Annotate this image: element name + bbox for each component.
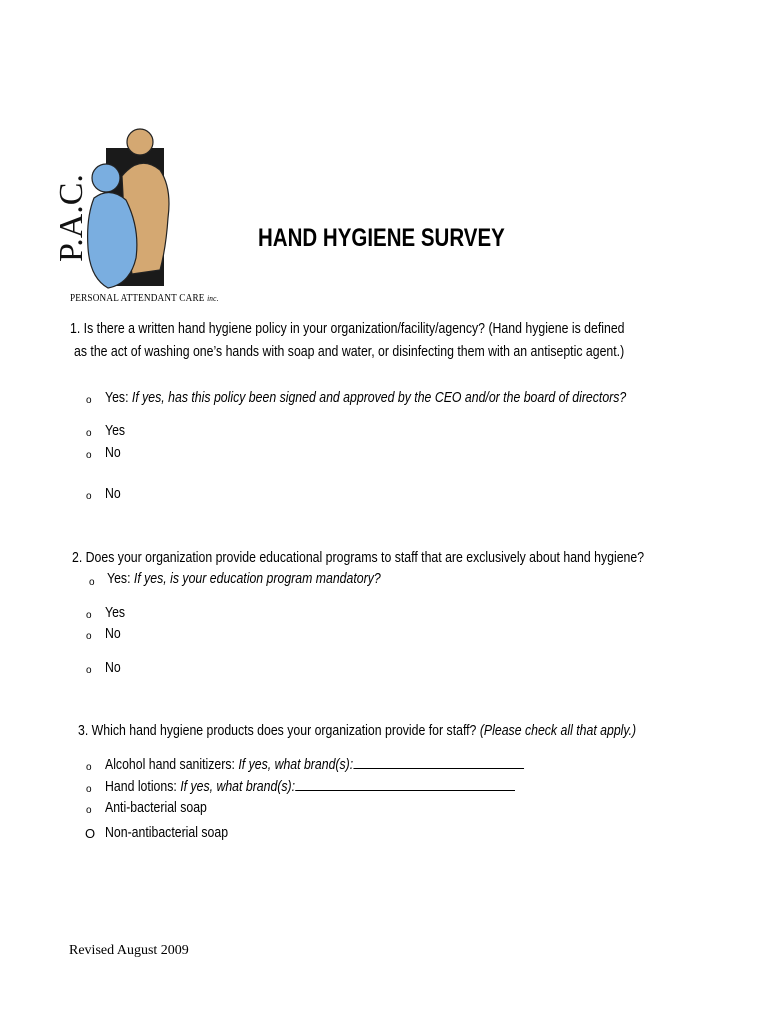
q3-opt1-followup: If yes, what brand(s): <box>238 756 354 773</box>
q3-opt2-label: Hand lotions: <box>105 778 177 795</box>
q2-yes-radio[interactable]: o <box>89 577 95 588</box>
logo-blue-head <box>92 164 120 192</box>
q1-sub-yes-radio[interactable]: o <box>86 428 92 439</box>
logo-tan-head <box>127 129 153 155</box>
q1-sub-no-radio[interactable]: o <box>86 450 92 461</box>
q3-opt1-checkbox[interactable]: o <box>86 762 92 773</box>
q1-sub-yes-label: Yes <box>105 422 126 439</box>
q2-no-radio[interactable]: o <box>86 665 92 676</box>
q1-yes-option <box>105 389 626 406</box>
q2-text-line1: 2. Does your organization provide educational programs to staff that are exclusively about hand hygiene? <box>72 549 645 566</box>
logo-blue-body <box>88 192 137 288</box>
pac-logo <box>53 118 200 308</box>
q3-opt2-brand-field[interactable] <box>295 778 515 791</box>
q3-opt3-checkbox[interactable]: o <box>86 805 92 816</box>
q1-sub-no-label: No <box>105 444 121 461</box>
q3-note: (Please check all that apply.) <box>479 722 637 739</box>
q2-no-label: No <box>105 659 121 676</box>
q2-sub-yes-label: Yes <box>105 604 126 621</box>
q3-question: 3. Which hand hygiene products does your organization provide for staff? <box>78 722 477 739</box>
q3-opt3-label: Anti-bacterial soap <box>105 799 207 816</box>
q2-sub-yes-radio[interactable]: o <box>86 610 92 621</box>
logo-caption <box>70 293 219 304</box>
q2-yes-followup: If yes, is your education program mandatory? <box>133 570 381 587</box>
q3-opt4-checkbox[interactable]: O <box>85 826 96 841</box>
q1-no-label: No <box>105 485 121 502</box>
q2-yes-option <box>107 570 381 587</box>
page-title: HAND HYGIENE SURVEY <box>258 224 505 252</box>
q3-opt2-checkbox[interactable]: o <box>86 784 92 795</box>
q1-yes-radio[interactable]: o <box>86 395 92 406</box>
q2-yes-label: Yes: <box>107 570 131 587</box>
q2-sub-no-label: No <box>105 625 121 642</box>
logo-letters: P.A.C. <box>53 174 90 262</box>
q2-sub-no-radio[interactable]: o <box>86 631 92 642</box>
logo-caption-text: PERSONAL ATTENDANT CARE <box>70 293 205 304</box>
pac-logo-graphic <box>53 118 200 308</box>
q3-opt4-label: Non-antibacterial soap <box>105 824 229 841</box>
q3-opt2-followup: If yes, what brand(s): <box>180 778 296 795</box>
q3-opt1 <box>105 756 524 773</box>
q3-text-line1 <box>78 722 636 739</box>
revision-date: Revised August 2009 <box>69 943 189 958</box>
q1-no-radio[interactable]: o <box>86 491 92 502</box>
q3-opt2 <box>105 778 515 795</box>
q1-yes-label: Yes: <box>105 389 129 406</box>
q1-text-line2: as the act of washing one’s hands with soap and water, or disinfecting them with an antiseptic agent.) <box>74 343 625 360</box>
q1-text-line1: 1. Is there a written hand hygiene policy in your organization/facility/agency? (Hand hygiene is defined <box>70 320 625 337</box>
logo-caption-suffix: inc. <box>207 294 219 303</box>
q3-opt1-label: Alcohol hand sanitizers: <box>105 756 235 773</box>
q1-yes-followup: If yes, has this policy been signed and approved by the CEO and/or the board of directors? <box>131 389 627 406</box>
q3-opt1-brand-field[interactable] <box>353 756 524 769</box>
